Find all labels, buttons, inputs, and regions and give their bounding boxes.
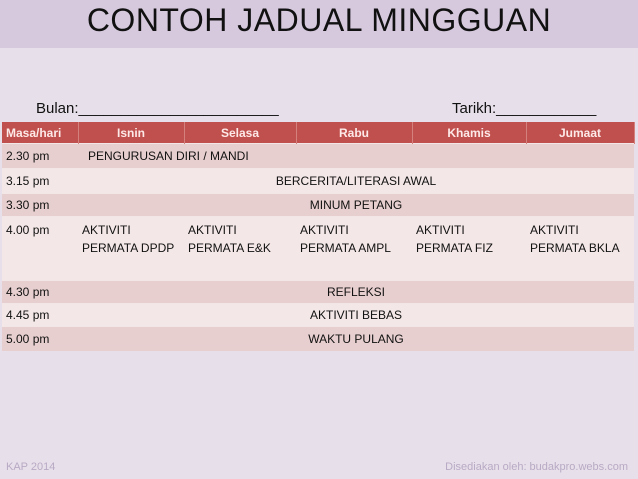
- time-cell: 4.00 pm: [2, 217, 78, 281]
- activity-cell: BERCERITA/LITERASI AWAL: [78, 169, 634, 194]
- header-rabu: Rabu: [296, 122, 412, 144]
- header-khamis: Khamis: [412, 122, 526, 144]
- activity-cell-selasa: AKTIVITI PERMATA E&K: [184, 217, 296, 281]
- slide-title: CONTOH JADUAL MINGGUAN: [86, 2, 552, 38]
- bulan-field: Bulan:________________________: [36, 100, 279, 117]
- activity-cell-rabu: AKTIVITI PERMATA AMPL: [296, 217, 412, 281]
- time-cell: 4.45 pm: [2, 304, 78, 327]
- activity-cell-khamis: AKTIVITI PERMATA FIZ: [412, 217, 526, 281]
- header-jumaat: Jumaat: [526, 122, 634, 144]
- footer-left: KAP 2014: [6, 461, 56, 473]
- table-row: [2, 144, 634, 169]
- header-selasa: Selasa: [184, 122, 296, 144]
- activity-cell: AKTIVITI BEBAS: [78, 304, 634, 327]
- header-isnin: Isnin: [78, 122, 184, 144]
- activity-cell-isnin: AKTIVITI PERMATA DPDP: [78, 217, 184, 281]
- time-cell: 2.30 pm: [2, 144, 78, 169]
- activity-cell-jumaat: AKTIVITI PERMATA BKLA: [526, 217, 634, 281]
- table-row: [2, 304, 634, 327]
- time-cell: 5.00 pm: [2, 327, 78, 352]
- time-cell: 4.30 pm: [2, 281, 78, 304]
- time-cell: 3.30 pm: [2, 194, 78, 217]
- footer-right: Disediakan oleh: budakpro.webs.com: [445, 461, 628, 473]
- weekly-schedule-table: [2, 122, 635, 351]
- tarikh-field: Tarikh:____________: [452, 100, 597, 117]
- time-cell: 3.15 pm: [2, 169, 78, 194]
- activity-cell: REFLEKSI: [78, 281, 634, 304]
- table-row: [2, 194, 634, 217]
- table-header-row: [2, 122, 634, 144]
- table-row: [2, 169, 634, 194]
- activity-cell: WAKTU PULANG: [78, 327, 634, 352]
- table-row: [2, 217, 634, 281]
- activity-cell: MINUM PETANG: [78, 194, 634, 217]
- table-row: [2, 327, 634, 352]
- header-masa-hari: Masa/hari: [2, 122, 78, 144]
- activity-cell: PENGURUSAN DIRI / MANDI: [78, 144, 634, 169]
- table-row: [2, 281, 634, 304]
